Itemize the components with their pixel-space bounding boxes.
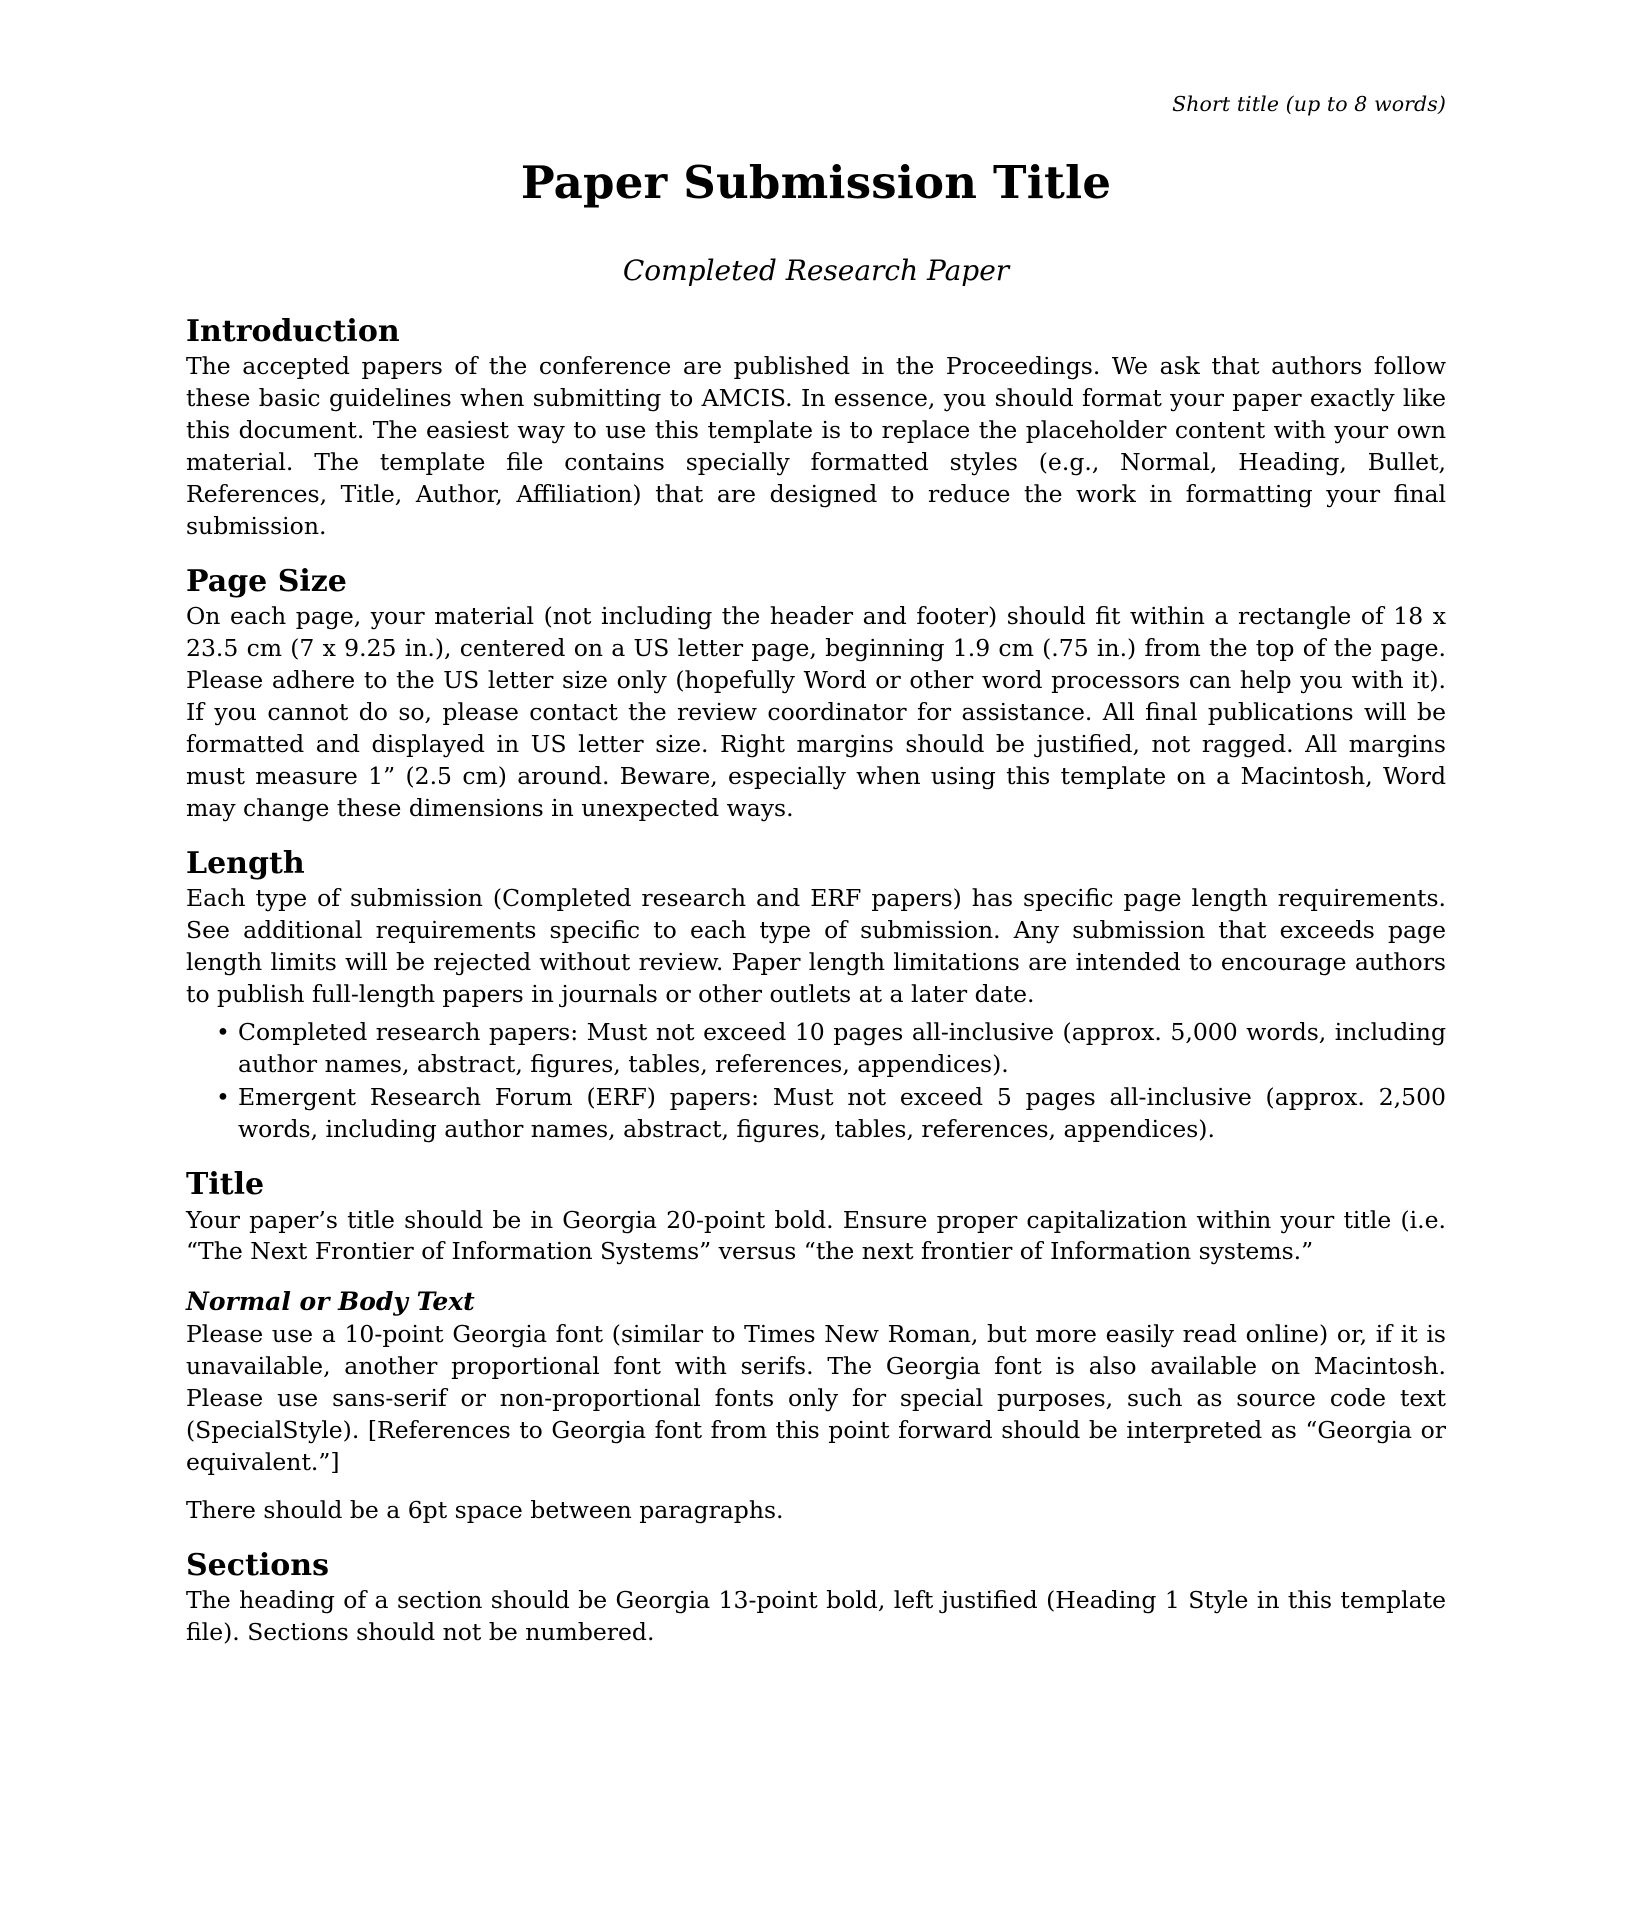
section-heading-title: Title	[186, 1167, 265, 1203]
running-head: Short title (up to 8 words)	[1172, 92, 1446, 116]
list-item: • Emergent Research Forum (ERF) papers: Must not exceed 5 pages all-inclusive (approx. 2,500 words, including author names, abstract, figures, tables, references, appendices).	[216, 1082, 1446, 1146]
section-heading-introduction: Introduction	[186, 313, 400, 349]
section-paragraph-length: Each type of submission (Completed research and ERF papers) has specific page length requirements. See additional requirements specific to each type of submission. Any submission that exceeds page length limits will be rejected without review. Paper length limitations are intended to encourage authors to publish full-length papers in journals or other outlets at a later date.	[186, 884, 1446, 1009]
length-bullet-list	[186, 1017, 1446, 1146]
section-paragraph-page-size: On each page, your material (not including the header and footer) should fit within a rectangle of 18 x 23.5 cm (7 x 9.25 in.), centered on a US letter page, beginning 1.9 cm (.75 in.) from the top of the page. Please adhere to the US letter size only (hopefully Word or other word processors can help you with it). If you cannot do so, please contact the review coordinator for assistance. All final publications will be formatted and displayed in US letter size. Right margins should be justified, not ragged. All margins must measure 1” (2.5 cm) around. Beware, especially when using this template on a Macintosh, Word may change these dimensions in unexpected ways.	[186, 602, 1446, 822]
page-title: Paper Submission Title	[520, 156, 1112, 209]
subsection-paragraph-1: Please use a 10-point Georgia font (similar to Times New Roman, but more easily read online) or, if it is unavailable, another proportional font with serifs. The Georgia font is also available on Macintosh. Please use sans-serif or non-proportional fonts only for special purposes, such as source code text (SpecialStyle). [References to Georgia font from this point forward should be interpreted as “Georgia or equivalent.”]	[186, 1320, 1446, 1476]
subsection-paragraph-2: There should be a 6pt space between paragraphs.	[186, 1495, 784, 1524]
section-heading-length: Length	[186, 845, 305, 881]
section-paragraph-sections: The heading of a section should be Georgia 13-point bold, left justified (Heading 1 Style in this template file). Sections should not be numbered.	[186, 1586, 1446, 1647]
list-item: • Completed research papers: Must not exceed 10 pages all-inclusive (approx. 5,000 words, including author names, abstract, figures, tables, references, appendices).	[216, 1017, 1446, 1081]
section-heading-page-size: Page Size	[186, 563, 347, 599]
subsection-heading-normal-or-body-text: Normal or Body Text	[186, 1287, 475, 1317]
section-paragraph-introduction: The accepted papers of the conference are published in the Proceedings. We ask that authors follow these basic guidelines when submitting to AMCIS. In essence, you should format your paper exactly like this document. The easiest way to use this template is to replace the placeholder content with your own material. The template file contains specially formatted styles (e.g., Normal, Heading, Bullet, References, Title, Author, Affiliation) that are designed to reduce the work in formatting your final submission.	[186, 352, 1446, 540]
section-paragraph-title: Your paper’s title should be in Georgia 20-point bold. Ensure proper capitalization within your title (i.e. “The Next Frontier of Information Systems” versus “the next frontier of Information systems.”	[186, 1205, 1446, 1266]
section-heading-sections: Sections	[186, 1547, 329, 1583]
paper-type-subtitle: Completed Research Paper	[622, 253, 1010, 287]
